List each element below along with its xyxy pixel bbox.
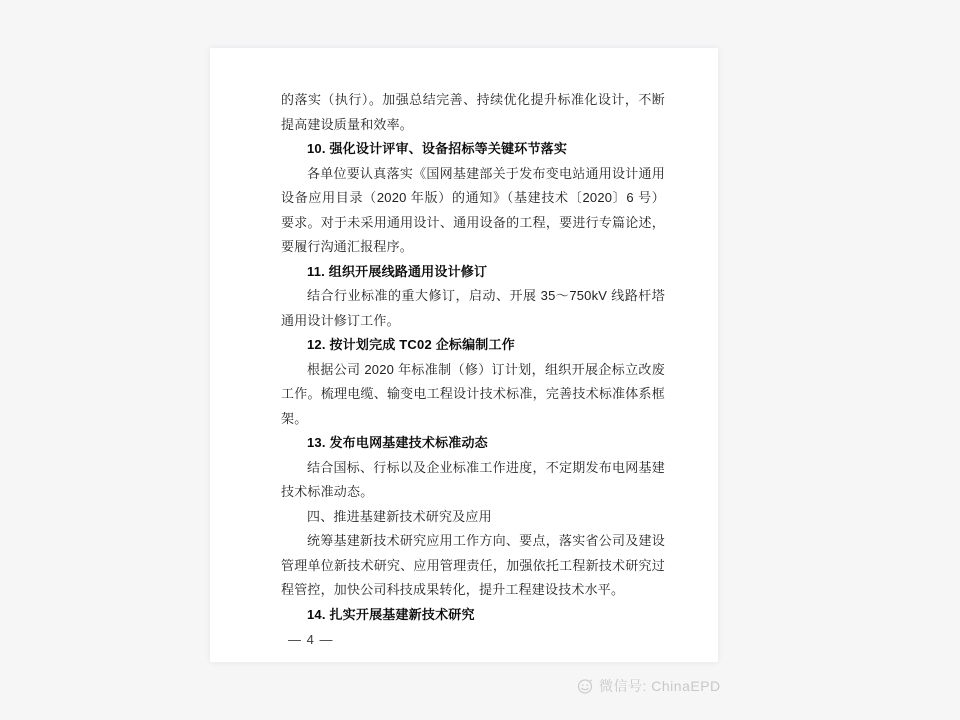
heading-item-12: 12. 按计划完成 TC02 企标编制工作	[307, 337, 515, 352]
heading-item-13: 13. 发布电网基建技术标准动态	[307, 435, 488, 450]
page-number: — 4 —	[288, 632, 334, 647]
section-heading-four: 四、推进基建新技术研究及应用	[307, 508, 492, 524]
heading-item-10: 10. 强化设计评审、设备招标等关键环节落实	[307, 141, 568, 156]
watermark	[576, 676, 721, 696]
wechat-emoji-icon	[576, 677, 594, 695]
document-page	[210, 48, 718, 662]
document-body	[281, 88, 665, 627]
paragraph-section-four: 统筹基建新技术研究应用工作方向、要点，落实省公司及建设管理单位新技术研究、应用管理责任，加强依托工程新技术研究过程管控，加快公司科技成果转化，提升工程建设技术水平。	[281, 533, 665, 597]
watermark-label: 微信号: ChinaEPD	[599, 678, 721, 694]
continued-paragraph: 的落实（执行）。加强总结完善、持续优化提升标准化设计，不断提高建设质量和效率。	[281, 92, 665, 132]
heading-item-14: 14. 扎实开展基建新技术研究	[307, 606, 475, 622]
paragraph-item-10: 各单位要认真落实《国网基建部关于发布变电站通用设计通用设备应用目录（2020 年版）的通知》（基建技术〔2020〕6 号）要求。对于未采用通用设计、通用设备的工程，要进行专篇论述，要履行沟通汇报程序。	[281, 165, 665, 254]
paragraph-item-11: 结合行业标准的重大修订，启动、开展 35～750kV 线路杆塔通用设计修订工作。	[281, 288, 665, 328]
paragraph-item-13: 结合国标、行标以及企业标准工作进度，不定期发布电网基建技术标准动态。	[281, 459, 665, 499]
heading-item-11: 11. 组织开展线路通用设计修订	[307, 263, 488, 279]
paragraph-item-12: 根据公司 2020 年标准制（修）订计划，组织开展企标立改废工作。梳理电缆、输变电工程设计技术标准，完善技术标准体系框架。	[281, 361, 665, 426]
